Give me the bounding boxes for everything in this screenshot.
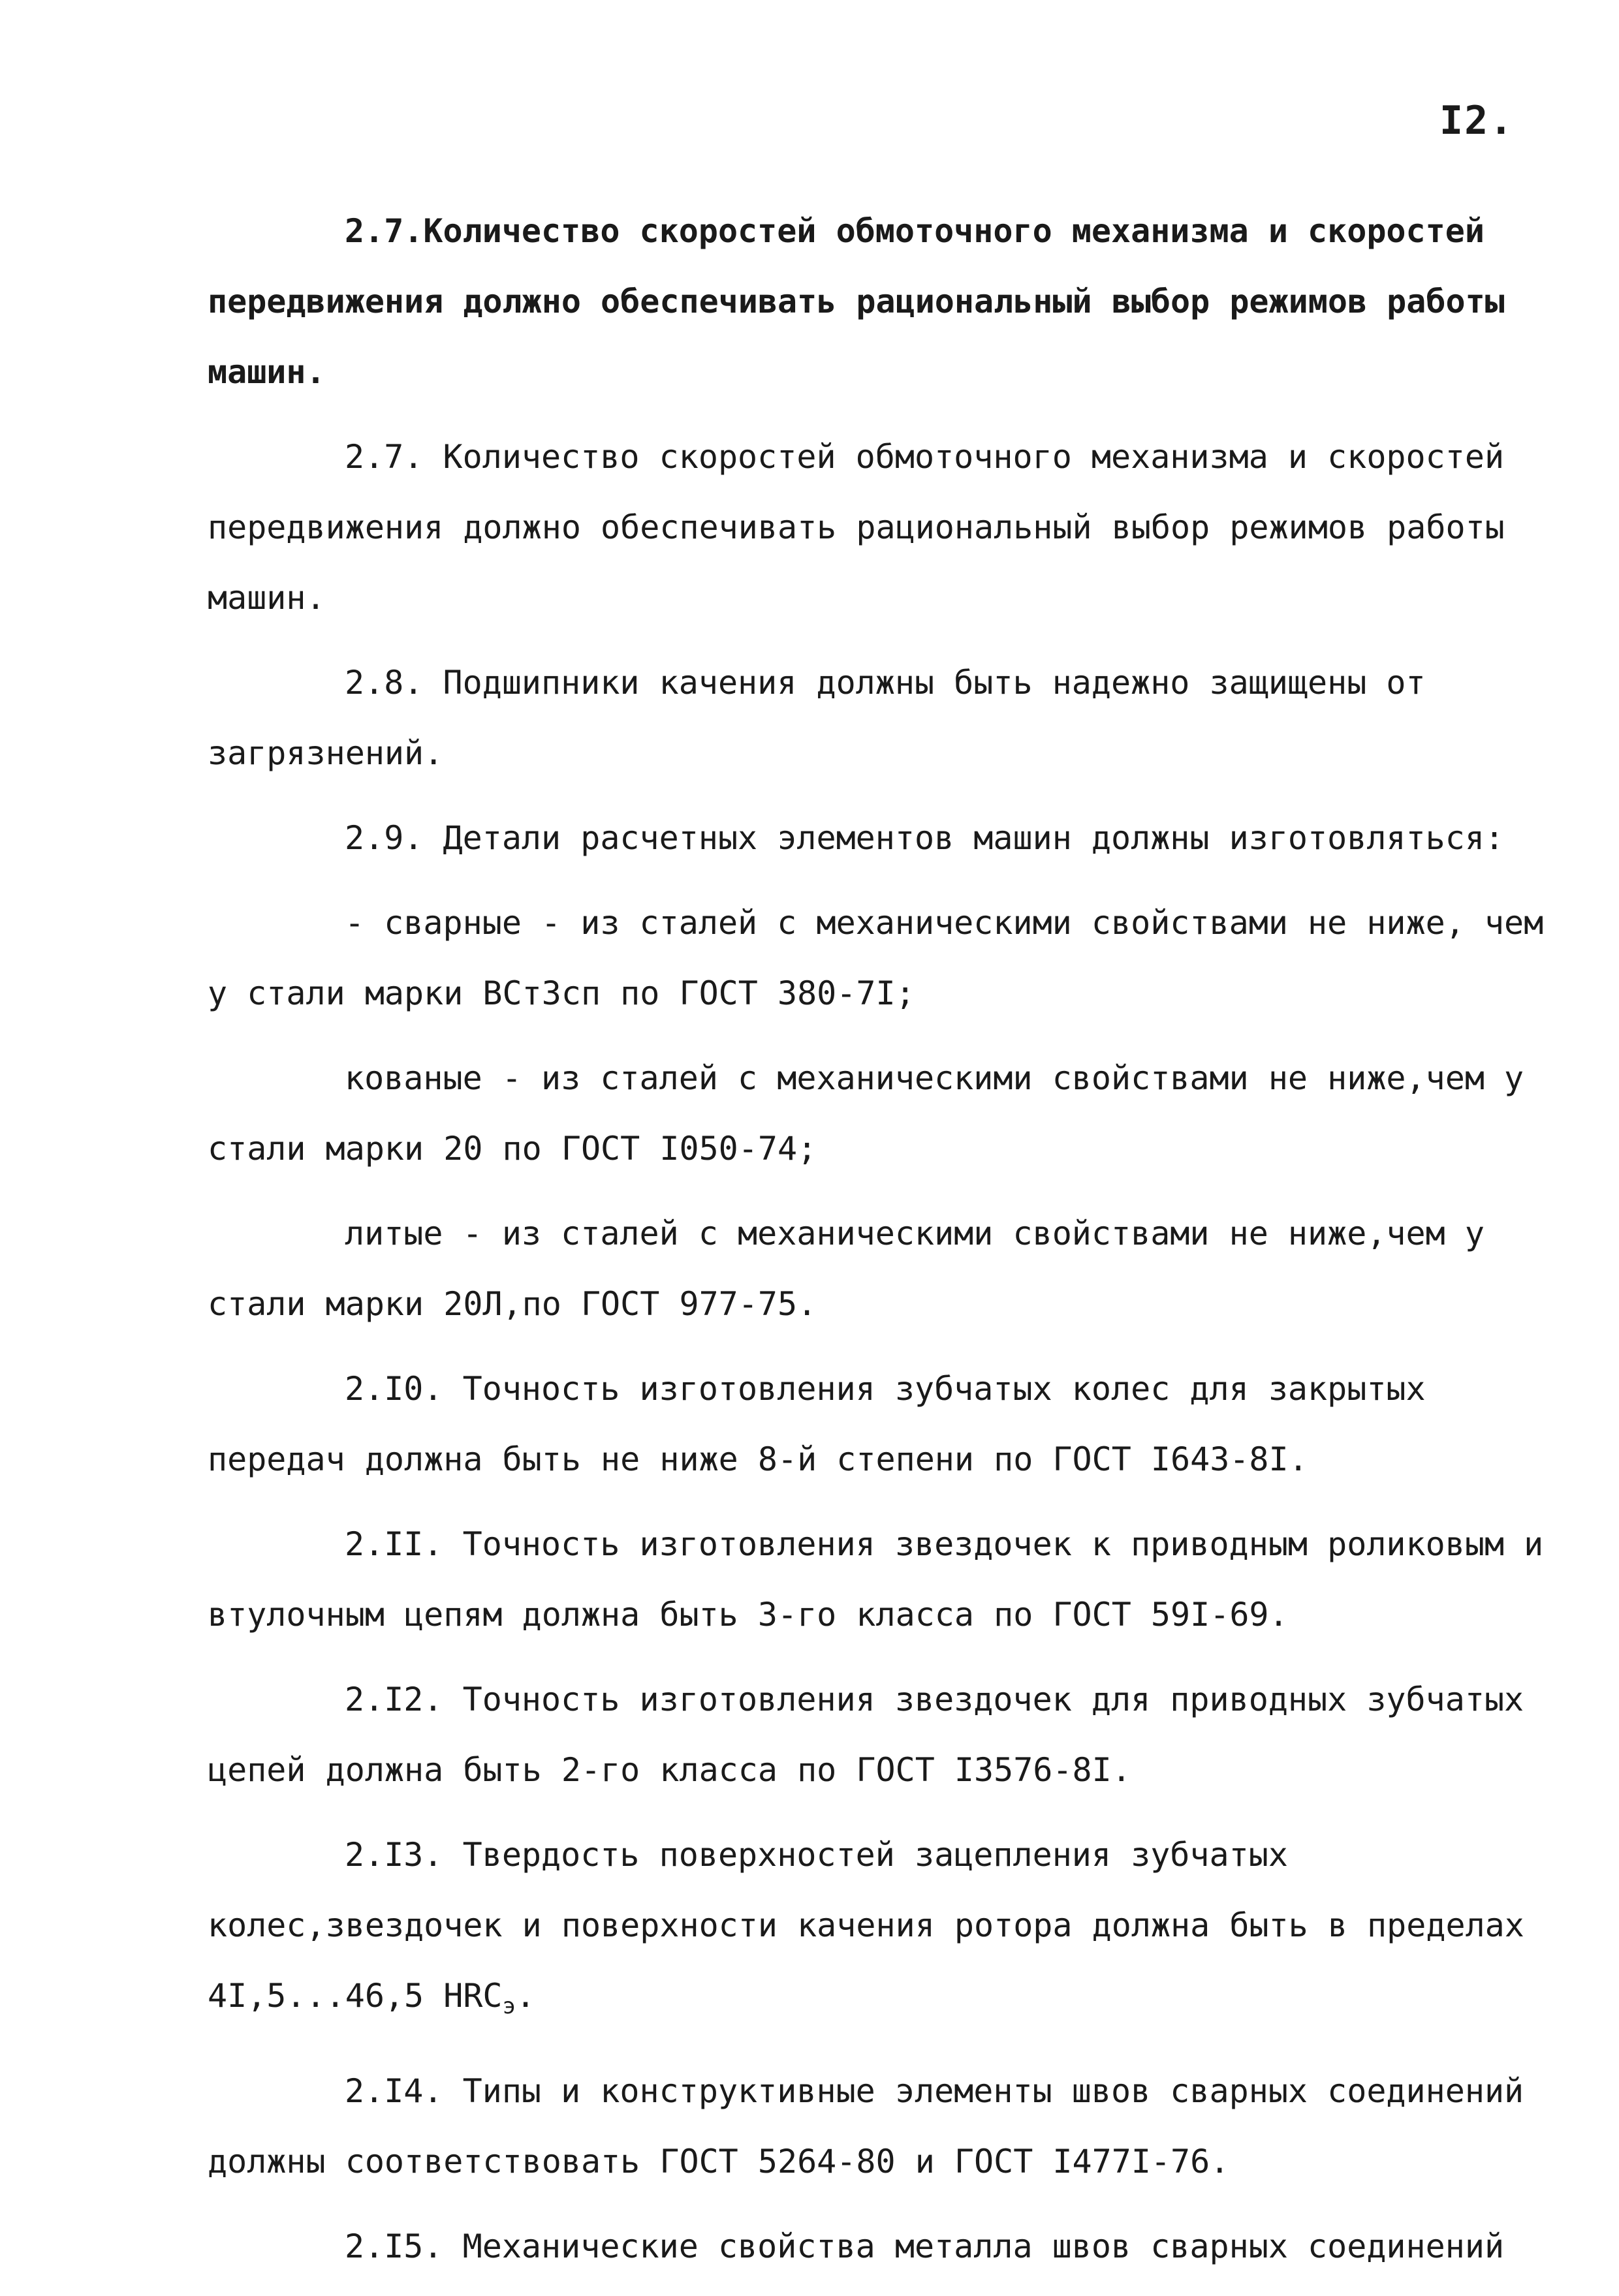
paragraph-2-7-second: 2.7. Количество скоростей обмоточного механизма и скоростей передвижения должно обеспечивать рациональный выбор режимов работы машин.	[208, 438, 1505, 617]
list-item-cast: литые - из сталей с механическими свойствами не ниже,чем у стали марки 20Л,по ГОСТ 977-75.	[208, 1215, 1485, 1323]
paragraph-2-10: 2.I0. Точность изготовления зубчатых колес для закрытых передач должна быть не ниже 8-й степени по ГОСТ I643-8I.	[208, 1370, 1426, 1478]
page-number: I2.	[1439, 98, 1515, 144]
hardness-scale-subscript: э	[502, 1993, 516, 2019]
paragraph-2-9: 2.9. Детали расчетных элементов машин должны изготовляться:	[345, 819, 1505, 857]
paragraph-2-8: 2.8. Подшипники качения должны быть надежно защищены от загрязнений.	[208, 664, 1426, 772]
paragraph-2-14: 2.I4. Типы и конструктивные элементы швов сварных соединений должны соответствовать ГОСТ 5264-80 и ГОСТ I477I-76.	[208, 2072, 1524, 2180]
list-item-welded: - сварные - из сталей с механическими свойствами не ниже, чем у стали марки ВСт3сп по ГОСТ 380-7I;	[208, 904, 1544, 1012]
document-body	[208, 196, 1552, 2296]
paragraph-2-11: 2.II. Точность изготовления звездочек к приводным роликовым и втулочным цепям должна быть 3-го класса по ГОСТ 59I-69.	[208, 1525, 1544, 1634]
paragraph-2-15: 2.I5. Механические свойства металла швов сварных соединений	[345, 2227, 1505, 2265]
paragraph-2-7-first: 2.7.Количество скоростей обмоточного механизма и скоростей передвижения должно обеспечивать рациональный выбор режимов работы машин.	[208, 212, 1505, 391]
paragraph-2-12: 2.I2. Точность изготовления звездочек для приводных зубчатых цепей должна быть 2-го класса по ГОСТ I3576-8I.	[208, 1681, 1524, 1789]
list-item-forged: кованые - из сталей с механическими свойствами не ниже,чем у стали марки 20 по ГОСТ I050-74;	[208, 1059, 1524, 1168]
paragraph-2-13-text: 2.I3. Твердость поверхностей зацепления зубчатых колес,звездочек и поверхности качения ротора должна быть в пределах 4I,5...46,5 HRC	[208, 1836, 1524, 2015]
paragraph-2-13	[208, 1820, 1552, 2041]
paragraph-2-13-end: .	[516, 1977, 536, 2015]
